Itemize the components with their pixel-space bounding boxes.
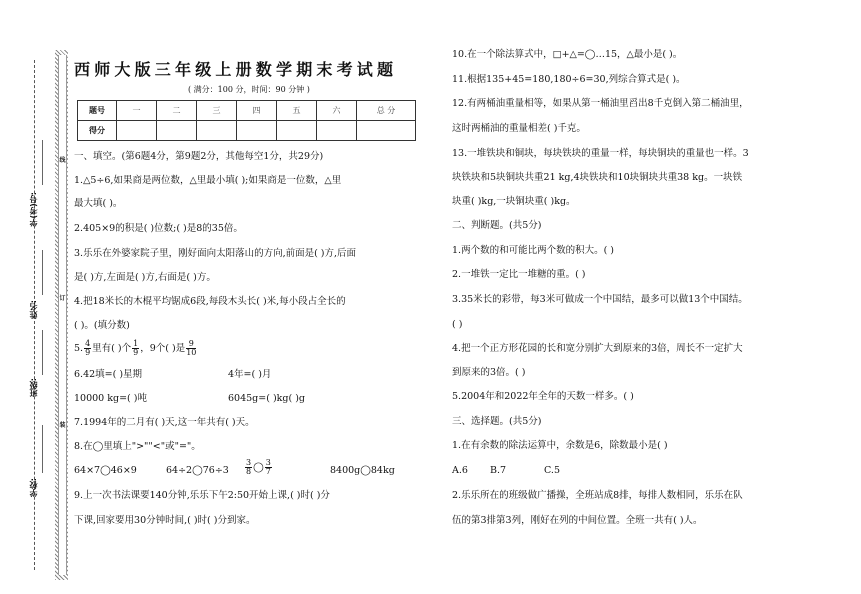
question-8-expr-4: 8400g◯84kg (330, 465, 395, 476)
judge-4-line-1: 4.把一个正方形花园的长和宽分别扩大到原来的3倍，周长不一定扩大 (452, 343, 743, 354)
binding-strip-inner (58, 55, 67, 575)
score-row-label: 得分 (78, 121, 117, 141)
question-5-text-1: 里有( )个 (92, 343, 132, 354)
score-col-total: 总 分 (357, 101, 416, 121)
judge-3-line-1: 3.35米长的彩带，每3米可做成一个中国结，最多可以做13个中国结。 (452, 294, 748, 305)
question-1-line-2: 最大填( )。 (74, 198, 123, 209)
question-13-line-2: 块铁块和5块铜块共重21 kg,4块铁块和10块铜块共重38 kg。一块铁 (452, 172, 743, 183)
exam-subtitle: ( 满分：100 分，时间：90 分钟 ) (188, 85, 310, 94)
choice-2-line-2: 伍的第3排第3列，刚好在列的中间位置。全班一共有( )人。 (452, 515, 703, 526)
fraction-denominator: 7 (265, 467, 271, 476)
section-1-heading: 一、填空。(第6题4分，第9题2分，其他每空1分，共29分) (74, 151, 324, 162)
score-col-6: 六 (317, 101, 357, 121)
student-id-label: 学(考)号: (29, 192, 38, 227)
fraction-4-9 (84, 340, 91, 357)
question-8-expr-3 (244, 459, 273, 476)
name-label: 姓名: (29, 300, 38, 320)
score-cell (197, 121, 237, 141)
fraction-numerator: 9 (186, 340, 196, 349)
score-col-4: 四 (237, 101, 277, 121)
name-line (42, 250, 43, 295)
question-12-line-1: 12.有两桶油重量相等，如果从第一桶油里舀出8千克倒入第二桶油里， (452, 98, 749, 109)
score-col-3: 三 (197, 101, 237, 121)
section-3-heading: 三、选择题。(共5分) (452, 416, 542, 427)
question-1-line-1: 1.△5÷6,如果商是两位数，△里最小填( );如果商是一位数，△里 (74, 175, 342, 186)
binding-char-xian: 线 (59, 157, 66, 164)
binding-char-zhuang: 装 (59, 422, 66, 429)
fraction-3-7 (265, 459, 272, 476)
exam-title: 西师大版三年级上册数学期末考试题 (74, 60, 398, 79)
choice-1-option-a: A.6 (452, 465, 468, 476)
choice-1-option-b: B.7 (490, 465, 507, 476)
question-6-b1: 10000 kg=( )吨 (74, 393, 147, 404)
school-line (42, 425, 43, 473)
section-2-heading: 二、判断题。(共5分) (452, 220, 542, 231)
question-6-b2: 6045g=( )kg( )g (228, 393, 306, 404)
question-9-line-1: 9.上一次书法课要140分钟,乐乐下午2:50开始上课,( )时( )分 (74, 490, 330, 501)
choice-2-line-1: 2.乐乐所在的班级做广播操，全班站成8排，每排人数相同，乐乐在队 (452, 490, 743, 501)
question-7: 7.1994年的二月有( )天,这一年共有( )天。 (74, 417, 255, 428)
score-cell (237, 121, 277, 141)
question-8-expr-1: 64×7◯46×9 (74, 465, 137, 476)
fraction-denominator: 9 (133, 348, 139, 357)
class-label: 班级: (29, 378, 38, 398)
question-8-expr-2: 64÷2◯76÷3 (166, 465, 229, 476)
question-8: 8.在◯里填上">""<"或"="。 (74, 441, 201, 452)
class-line (42, 330, 43, 375)
fraction-denominator: 8 (246, 467, 252, 476)
choice-1-option-c: C.5 (544, 465, 560, 476)
fraction-1-9 (132, 340, 139, 357)
question-5-text-2: ，9个( )是 (140, 343, 186, 354)
compare-circle: ◯ (253, 462, 264, 473)
question-3-line-1: 3.乐乐在外婆家院子里，刚好面向太阳落山的方向,前面是( )方,后面 (74, 248, 357, 259)
fraction-denominator: 10 (186, 348, 197, 357)
question-6-a1: 6.42填=( )星期 (74, 369, 143, 380)
student-id-line (42, 140, 43, 185)
question-12-line-2: 这时两桶油的重量相差( )千克。 (452, 123, 586, 134)
question-4-line-1: 4.把18米长的木棍平均锯成6段,每段木头长( )米,每小段占全长的 (74, 296, 346, 307)
judge-3-line-2: ( ) (452, 319, 463, 330)
score-cell (357, 121, 416, 141)
score-cell (117, 121, 157, 141)
judge-5: 5.2004年和2022年全年的天数一样多。( ) (452, 391, 634, 402)
score-col-5: 五 (277, 101, 317, 121)
judge-1: 1.两个数的和可能比两个数的积大。( ) (452, 245, 614, 256)
question-9-line-2: 下课,回家要用30分钟时间,( )时( )分到家。 (74, 515, 256, 526)
score-col-1: 一 (117, 101, 157, 121)
choice-1: 1.在有余数的除法运算中，余数是6，除数最小是( ) (452, 440, 668, 451)
score-cell (157, 121, 197, 141)
fraction-numerator: 1 (133, 339, 139, 348)
question-3-line-2: 是( )方,左面是( )方,右面是( )方。 (74, 272, 216, 283)
question-11: 11.根据135+45=180,180÷6=30,列综合算式是( )。 (452, 74, 686, 85)
fraction-numerator: 3 (265, 458, 271, 467)
fraction-numerator: 3 (246, 458, 252, 467)
fraction-denominator: 9 (85, 348, 91, 357)
fraction-3-8 (245, 459, 252, 476)
question-2: 2.405×9的积是( )位数;( )是8的35倍。 (74, 223, 243, 234)
question-6-a2: 4年=( )月 (228, 369, 272, 380)
question-5 (74, 340, 197, 357)
judge-4-line-2: 到原来的3倍。( ) (452, 367, 526, 378)
score-table-header: 题号 (78, 101, 117, 121)
question-4-line-2: ( )。(填分数) (74, 320, 130, 331)
question-5-prefix: 5. (74, 343, 84, 354)
question-10: 10.在一个除法算式中，□+△=◯…15，△最小是( )。 (452, 49, 683, 60)
score-col-2: 二 (157, 101, 197, 121)
fraction-numerator: 4 (85, 339, 91, 348)
binding-char-ding: 订 (59, 295, 66, 302)
score-cell (277, 121, 317, 141)
score-cell (317, 121, 357, 141)
school-label: 学校: (29, 478, 38, 498)
fraction-9-10 (186, 340, 196, 357)
question-13-line-3: 块重( )kg,一块铜块重( )kg。 (452, 196, 576, 207)
judge-2: 2.一堆铁一定比一堆糖的重。( ) (452, 269, 586, 280)
question-13-line-1: 13.一堆铁块和铜块，每块铁块的重量一样，每块铜块的重量也一样。3 (452, 148, 749, 159)
score-table (77, 100, 416, 141)
